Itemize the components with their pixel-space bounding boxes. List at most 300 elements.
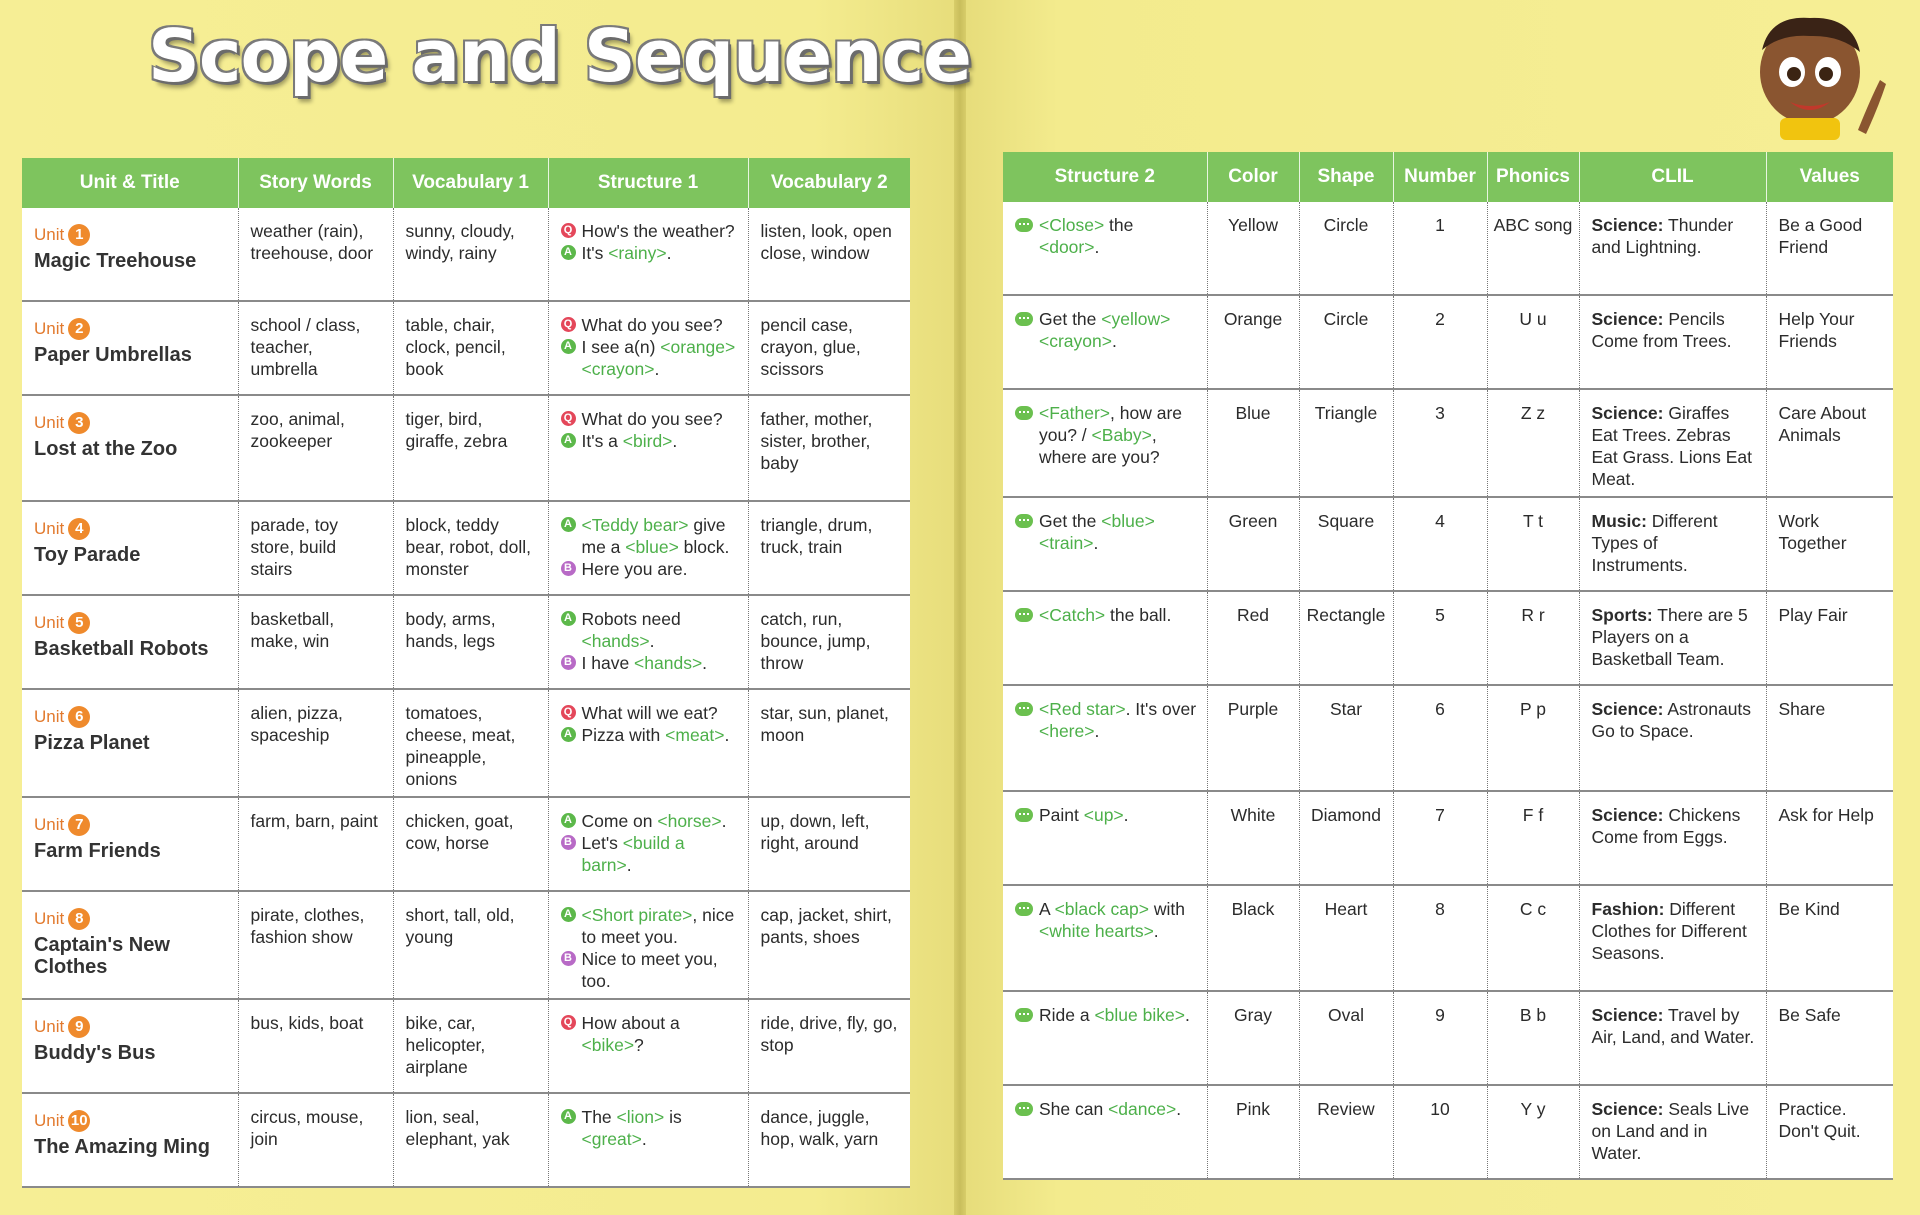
structure-text: [1039, 1098, 1181, 1120]
unit-word: Unit: [34, 319, 65, 338]
unit-title: Buddy's Bus: [34, 1042, 156, 1064]
plain-text: Let's: [581, 833, 623, 853]
highlighted-text: <great>: [581, 1129, 642, 1149]
highlighted-text: <blue>: [625, 537, 679, 557]
structure-line: [561, 336, 738, 380]
structure-line: [1015, 698, 1197, 742]
phonics-cell: U u: [1487, 295, 1579, 389]
unit-title: Pizza Planet: [34, 732, 150, 754]
color-cell: White: [1207, 791, 1299, 885]
plain-text: What do you see?: [581, 315, 723, 335]
structure-line: [561, 242, 738, 264]
vocabulary-2-cell: listen, look, open close, window: [748, 208, 910, 301]
values-cell: Be Safe: [1766, 991, 1893, 1085]
clil-subject: Science:: [1591, 1005, 1664, 1025]
number-cell: 7: [1393, 791, 1487, 885]
table-row: [1003, 791, 1893, 885]
table-row: [22, 999, 910, 1093]
structure-text: [1039, 604, 1171, 626]
structure-text: [582, 904, 738, 948]
highlighted-text: <horse>: [657, 811, 722, 831]
color-cell: Yellow: [1207, 202, 1299, 295]
header-shape: Shape: [1299, 152, 1393, 202]
structure-text: [582, 608, 738, 652]
plain-text: , how are you? /: [1039, 403, 1183, 445]
table-row: [1003, 885, 1893, 991]
unit-number-badge: 6: [68, 706, 90, 728]
highlighted-text: <Baby>: [1091, 425, 1152, 445]
values-cell: Be Kind: [1766, 885, 1893, 991]
clil-cell: [1579, 991, 1766, 1085]
plain-text: the: [1104, 215, 1134, 235]
values-cell: Play Fair: [1766, 591, 1893, 685]
unit-title: Toy Parade: [34, 544, 141, 566]
scope-table-right: [1003, 152, 1893, 1180]
unit-title: Basketball Robots: [34, 638, 209, 660]
story-words-cell: pirate, clothes, fashion show: [238, 891, 393, 999]
plain-text: . It's over: [1125, 699, 1197, 719]
vocabulary-1-cell: block, teddy bear, robot, doll, monster: [393, 501, 548, 595]
highlighted-text: <meat>: [665, 725, 725, 745]
phonics-cell: Y y: [1487, 1085, 1579, 1179]
speech-bubble-icon: [1015, 312, 1033, 326]
unit-cell: [22, 1093, 238, 1187]
structure-1-cell: [548, 395, 748, 501]
structure-2-cell: [1003, 295, 1207, 389]
unit-cell: [22, 301, 238, 395]
header-row: [1003, 152, 1893, 202]
unit-word: Unit: [34, 909, 65, 928]
number-cell: 3: [1393, 389, 1487, 497]
structure-line: [561, 810, 738, 832]
color-cell: Blue: [1207, 389, 1299, 497]
structure-line: [1015, 604, 1197, 626]
clil-cell: [1579, 591, 1766, 685]
shape-cell: Review: [1299, 1085, 1393, 1179]
table-row: [22, 501, 910, 595]
structure-2-cell: [1003, 497, 1207, 591]
unit-number-badge: 9: [68, 1016, 90, 1038]
vocabulary-2-cell: pencil case, crayon, glue, scissors: [748, 301, 910, 395]
shape-cell: Circle: [1299, 202, 1393, 295]
shape-cell: Triangle: [1299, 389, 1393, 497]
table-row: [22, 891, 910, 999]
clil-text: Pencils Come from Trees.: [1591, 309, 1732, 351]
structure-text: [582, 314, 723, 336]
answer-badge-icon: A: [561, 611, 576, 626]
vocabulary-2-cell: father, mother, sister, brother, baby: [748, 395, 910, 501]
unit-cell: [22, 999, 238, 1093]
question-badge-icon: Q: [561, 317, 576, 332]
structure-line: [1015, 308, 1197, 352]
values-cell: Practice. Don't Quit.: [1766, 1085, 1893, 1179]
header-number: Number: [1393, 152, 1487, 202]
color-cell: Black: [1207, 885, 1299, 991]
unit-cell: [22, 208, 238, 301]
book-spine: [954, 0, 966, 1215]
clil-subject: Science:: [1591, 309, 1664, 329]
structure-2-cell: [1003, 991, 1207, 1085]
plain-text: .: [1094, 237, 1100, 257]
vocabulary-2-cell: ride, drive, fly, go, stop: [748, 999, 910, 1093]
structure-text: [1039, 898, 1197, 942]
vocabulary-2-cell: star, sun, planet, moon: [748, 689, 910, 797]
plain-text: , nice to meet you.: [581, 905, 735, 947]
speech-bubble-icon: [1015, 902, 1033, 916]
phonics-cell: Z z: [1487, 389, 1579, 497]
unit-cell: [22, 689, 238, 797]
highlighted-text: <black cap>: [1054, 899, 1149, 919]
structure-line: [1015, 214, 1197, 258]
color-cell: Purple: [1207, 685, 1299, 791]
clil-subject: Science:: [1591, 805, 1664, 825]
clil-subject: Science:: [1591, 215, 1664, 235]
structure-line: [1015, 804, 1197, 826]
unit-label: [34, 224, 228, 246]
speech-bubble-icon: [1015, 406, 1033, 420]
vocabulary-1-cell: lion, seal, elephant, yak: [393, 1093, 548, 1187]
unit-number-badge: 8: [68, 908, 90, 930]
plain-text: give me a: [581, 515, 726, 557]
clil-cell: [1579, 1085, 1766, 1179]
shape-cell: Rectangle: [1299, 591, 1393, 685]
highlighted-text: <build a barn>: [581, 833, 685, 875]
unit-cell: [22, 395, 238, 501]
structure-1-cell: [548, 999, 748, 1093]
structure-text: [582, 336, 738, 380]
unit-title: Lost at the Zoo: [34, 438, 178, 460]
clil-subject: Science:: [1591, 699, 1664, 719]
clil-text: Thunder and Lightning.: [1591, 215, 1734, 257]
structure-text: [582, 832, 738, 876]
story-words-cell: parade, toy store, build stairs: [238, 501, 393, 595]
structure-text: [582, 652, 708, 674]
vocabulary-1-cell: body, arms, hands, legs: [393, 595, 548, 689]
color-cell: Red: [1207, 591, 1299, 685]
structure-line: [561, 558, 738, 580]
structure-1-cell: [548, 689, 748, 797]
values-cell: Ask for Help: [1766, 791, 1893, 885]
table-row: [22, 208, 910, 301]
plain-text: .: [641, 1129, 647, 1149]
answer-badge-icon: A: [561, 339, 576, 354]
structure-line: [561, 220, 738, 242]
plain-text: How about a: [581, 1013, 680, 1033]
number-cell: 2: [1393, 295, 1487, 389]
plain-text: the ball.: [1105, 605, 1172, 625]
plain-text: Paint: [1039, 805, 1084, 825]
unit-word: Unit: [34, 707, 65, 726]
structure-line: [561, 1012, 738, 1056]
table-row: [22, 797, 910, 891]
unit-number-badge: 5: [68, 612, 90, 634]
structure-text: [582, 810, 727, 832]
header-structure-2: Structure 2: [1003, 152, 1207, 202]
unit-word: Unit: [34, 1111, 65, 1130]
structure-line: [561, 724, 738, 746]
color-cell: Orange: [1207, 295, 1299, 389]
structure-line: [1015, 1004, 1197, 1026]
highlighted-text: <white hearts>: [1039, 921, 1154, 941]
header-structure-1: Structure 1: [548, 158, 748, 208]
plain-text: Robots need: [581, 609, 681, 629]
clil-subject: Science:: [1591, 403, 1664, 423]
plain-text: .: [654, 359, 660, 379]
values-cell: Care About Animals: [1766, 389, 1893, 497]
clil-cell: [1579, 202, 1766, 295]
highlighted-text: <Red star>: [1039, 699, 1126, 719]
structure-line: [561, 702, 738, 724]
structure-text: [1039, 1004, 1190, 1026]
speech-bubble-icon: [1015, 218, 1033, 232]
highlighted-text: <up>: [1083, 805, 1124, 825]
unit-label: [34, 814, 228, 836]
table-row: [1003, 991, 1893, 1085]
unit-label: [34, 706, 228, 728]
plain-text: Get the: [1039, 309, 1102, 329]
header-vocabulary-1: Vocabulary 1: [393, 158, 548, 208]
table-row: [1003, 497, 1893, 591]
speech-bubble-icon: [1015, 1102, 1033, 1116]
structure-2-cell: [1003, 791, 1207, 885]
structure-line: [561, 904, 738, 948]
plain-text: .: [626, 855, 632, 875]
structure-line: [1015, 1098, 1197, 1120]
plain-text: Pizza with: [581, 725, 666, 745]
plain-text: Ride a: [1039, 1005, 1095, 1025]
story-words-cell: circus, mouse, join: [238, 1093, 393, 1187]
structure-1-cell: [548, 301, 748, 395]
structure-text: [1039, 308, 1197, 352]
plain-text: It's: [581, 243, 609, 263]
unit-word: Unit: [34, 519, 65, 538]
clil-text: Astronauts Go to Space.: [1591, 699, 1752, 741]
plain-text: What will we eat?: [581, 703, 718, 723]
plain-text: A: [1039, 899, 1055, 919]
number-cell: 1: [1393, 202, 1487, 295]
values-cell: Be a Good Friend: [1766, 202, 1893, 295]
clil-subject: Music:: [1591, 511, 1647, 531]
phonics-cell: R r: [1487, 591, 1579, 685]
question-badge-icon: Q: [561, 223, 576, 238]
structure-1-cell: [548, 797, 748, 891]
clil-cell: [1579, 791, 1766, 885]
story-words-cell: alien, pizza, spaceship: [238, 689, 393, 797]
story-words-cell: bus, kids, boat: [238, 999, 393, 1093]
phonics-cell: C c: [1487, 885, 1579, 991]
structure-2-cell: [1003, 389, 1207, 497]
header-clil: CLIL: [1579, 152, 1766, 202]
answer-badge-icon: A: [561, 433, 576, 448]
vocabulary-1-cell: table, chair, clock, pencil, book: [393, 301, 548, 395]
structure-1-cell: [548, 501, 748, 595]
response-badge-icon: B: [561, 835, 576, 850]
clil-text: Different Clothes for Different Seasons.: [1591, 899, 1747, 963]
table-row: [22, 301, 910, 395]
shape-cell: Diamond: [1299, 791, 1393, 885]
response-badge-icon: B: [561, 655, 576, 670]
structure-text: [1039, 402, 1197, 468]
highlighted-text: <door>: [1039, 237, 1095, 257]
speech-bubble-icon: [1015, 808, 1033, 822]
unit-number-badge: 10: [68, 1110, 90, 1132]
plain-text: Get the: [1039, 511, 1102, 531]
vocabulary-2-cell: catch, run, bounce, jump, throw: [748, 595, 910, 689]
speech-bubble-icon: [1015, 1008, 1033, 1022]
values-cell: Share: [1766, 685, 1893, 791]
shape-cell: Star: [1299, 685, 1393, 791]
plain-text: It's a: [581, 431, 623, 451]
shape-cell: Heart: [1299, 885, 1393, 991]
structure-1-cell: [548, 891, 748, 999]
values-cell: Help Your Friends: [1766, 295, 1893, 389]
table-row: [1003, 295, 1893, 389]
clil-text: Giraffes Eat Trees. Zebras Eat Grass. Lions Eat Meat.: [1591, 403, 1752, 489]
page-title: Scope and Sequence: [148, 14, 971, 98]
structure-2-cell: [1003, 591, 1207, 685]
speech-bubble-icon: [1015, 702, 1033, 716]
structure-line: [561, 430, 738, 452]
plain-text: with: [1148, 899, 1185, 919]
plain-text: .: [724, 725, 730, 745]
structure-line: [561, 832, 738, 876]
unit-title: Magic Treehouse: [34, 250, 197, 272]
structure-text: [1039, 510, 1197, 554]
table-row: [22, 395, 910, 501]
clil-text: There are 5 Players on a Basketball Team.: [1591, 605, 1748, 669]
highlighted-text: <dance>: [1108, 1099, 1177, 1119]
structure-text: [582, 558, 688, 580]
structure-text: [582, 1106, 738, 1150]
unit-number-badge: 2: [68, 318, 90, 340]
structure-text: [582, 948, 738, 992]
vocabulary-2-cell: cap, jacket, shirt, pants, shoes: [748, 891, 910, 999]
clil-subject: Fashion:: [1591, 899, 1665, 919]
clil-text: Seals Live on Land and in Water.: [1591, 1099, 1750, 1163]
question-badge-icon: Q: [561, 705, 576, 720]
vocabulary-2-cell: triangle, drum, truck, train: [748, 501, 910, 595]
vocabulary-1-cell: bike, car, helicopter, airplane: [393, 999, 548, 1093]
unit-cell: [22, 595, 238, 689]
plain-text: .: [1094, 721, 1100, 741]
unit-number-badge: 4: [68, 518, 90, 540]
highlighted-text: <Short pirate>: [581, 905, 693, 925]
vocabulary-2-cell: dance, juggle, hop, walk, yarn: [748, 1093, 910, 1187]
unit-title: Captain's New Clothes: [34, 934, 170, 978]
highlighted-text: <Catch>: [1039, 605, 1106, 625]
structure-1-cell: [548, 1093, 748, 1187]
plain-text: .: [666, 243, 672, 263]
scope-table-left: [22, 158, 910, 1188]
unit-word: Unit: [34, 1017, 65, 1036]
table-row: [22, 595, 910, 689]
unit-word: Unit: [34, 815, 65, 834]
unit-label: [34, 612, 228, 634]
unit-cell: [22, 501, 238, 595]
story-words-cell: basketball, make, win: [238, 595, 393, 689]
unit-number-badge: 1: [68, 224, 90, 246]
plain-text: , where are you?: [1039, 425, 1160, 467]
header-phonics: Phonics: [1487, 152, 1579, 202]
plain-text: The: [581, 1107, 617, 1127]
table-row: [1003, 685, 1893, 791]
highlighted-text: <here>: [1039, 721, 1095, 741]
structure-text: [1039, 804, 1129, 826]
structure-text: [1039, 214, 1197, 258]
table-row: [1003, 591, 1893, 685]
structure-2-cell: [1003, 685, 1207, 791]
unit-label: [34, 412, 228, 434]
structure-text: [582, 220, 735, 242]
structure-line: [561, 652, 738, 674]
table-row: [22, 689, 910, 797]
header-unit-title: Unit & Title: [22, 158, 238, 208]
unit-cell: [22, 797, 238, 891]
unit-number-badge: 7: [68, 814, 90, 836]
unit-label: [34, 318, 228, 340]
highlighted-text: <orange> <crayon>: [581, 337, 736, 379]
vocabulary-1-cell: tomatoes, cheese, meat, pineapple, onions: [393, 689, 548, 797]
question-badge-icon: Q: [561, 411, 576, 426]
number-cell: 8: [1393, 885, 1487, 991]
speech-bubble-icon: [1015, 608, 1033, 622]
structure-text: [582, 724, 730, 746]
highlighted-text: <hands>: [634, 653, 703, 673]
header-vocabulary-2: Vocabulary 2: [748, 158, 910, 208]
boy-mascot-icon: [1740, 10, 1890, 140]
phonics-cell: ABC song: [1487, 202, 1579, 295]
structure-1-cell: [548, 595, 748, 689]
structure-line: [1015, 898, 1197, 942]
structure-text: [582, 514, 738, 558]
structure-line: [561, 314, 738, 336]
number-cell: 5: [1393, 591, 1487, 685]
highlighted-text: <Close>: [1039, 215, 1105, 235]
structure-text: [582, 430, 678, 452]
plain-text: She can: [1039, 1099, 1109, 1119]
highlighted-text: <blue> <train>: [1039, 511, 1155, 553]
highlighted-text: <yellow> <crayon>: [1039, 309, 1171, 351]
story-words-cell: zoo, animal, zookeeper: [238, 395, 393, 501]
color-cell: Gray: [1207, 991, 1299, 1085]
answer-badge-icon: A: [561, 1109, 576, 1124]
vocabulary-1-cell: chicken, goat, cow, horse: [393, 797, 548, 891]
plain-text: .: [1123, 805, 1129, 825]
header-values: Values: [1766, 152, 1893, 202]
plain-text: .: [721, 811, 727, 831]
clil-cell: [1579, 885, 1766, 991]
highlighted-text: <Teddy bear>: [581, 515, 689, 535]
header-story-words: Story Words: [238, 158, 393, 208]
table-row: [1003, 389, 1893, 497]
number-cell: 6: [1393, 685, 1487, 791]
speech-bubble-icon: [1015, 514, 1033, 528]
table-row: [1003, 202, 1893, 295]
plain-text: Nice to meet you, too.: [581, 949, 718, 991]
clil-subject: Sports:: [1591, 605, 1653, 625]
unit-label: [34, 1110, 228, 1132]
plain-text: Here you are.: [581, 559, 688, 579]
structure-line: [561, 1106, 738, 1150]
vocabulary-1-cell: short, tall, old, young: [393, 891, 548, 999]
plain-text: I see a(n): [581, 337, 661, 357]
plain-text: What do you see?: [581, 409, 723, 429]
structure-line: [561, 948, 738, 992]
structure-text: [582, 408, 723, 430]
answer-badge-icon: A: [561, 245, 576, 260]
plain-text: .: [1111, 331, 1117, 351]
plain-text: Come on: [581, 811, 658, 831]
